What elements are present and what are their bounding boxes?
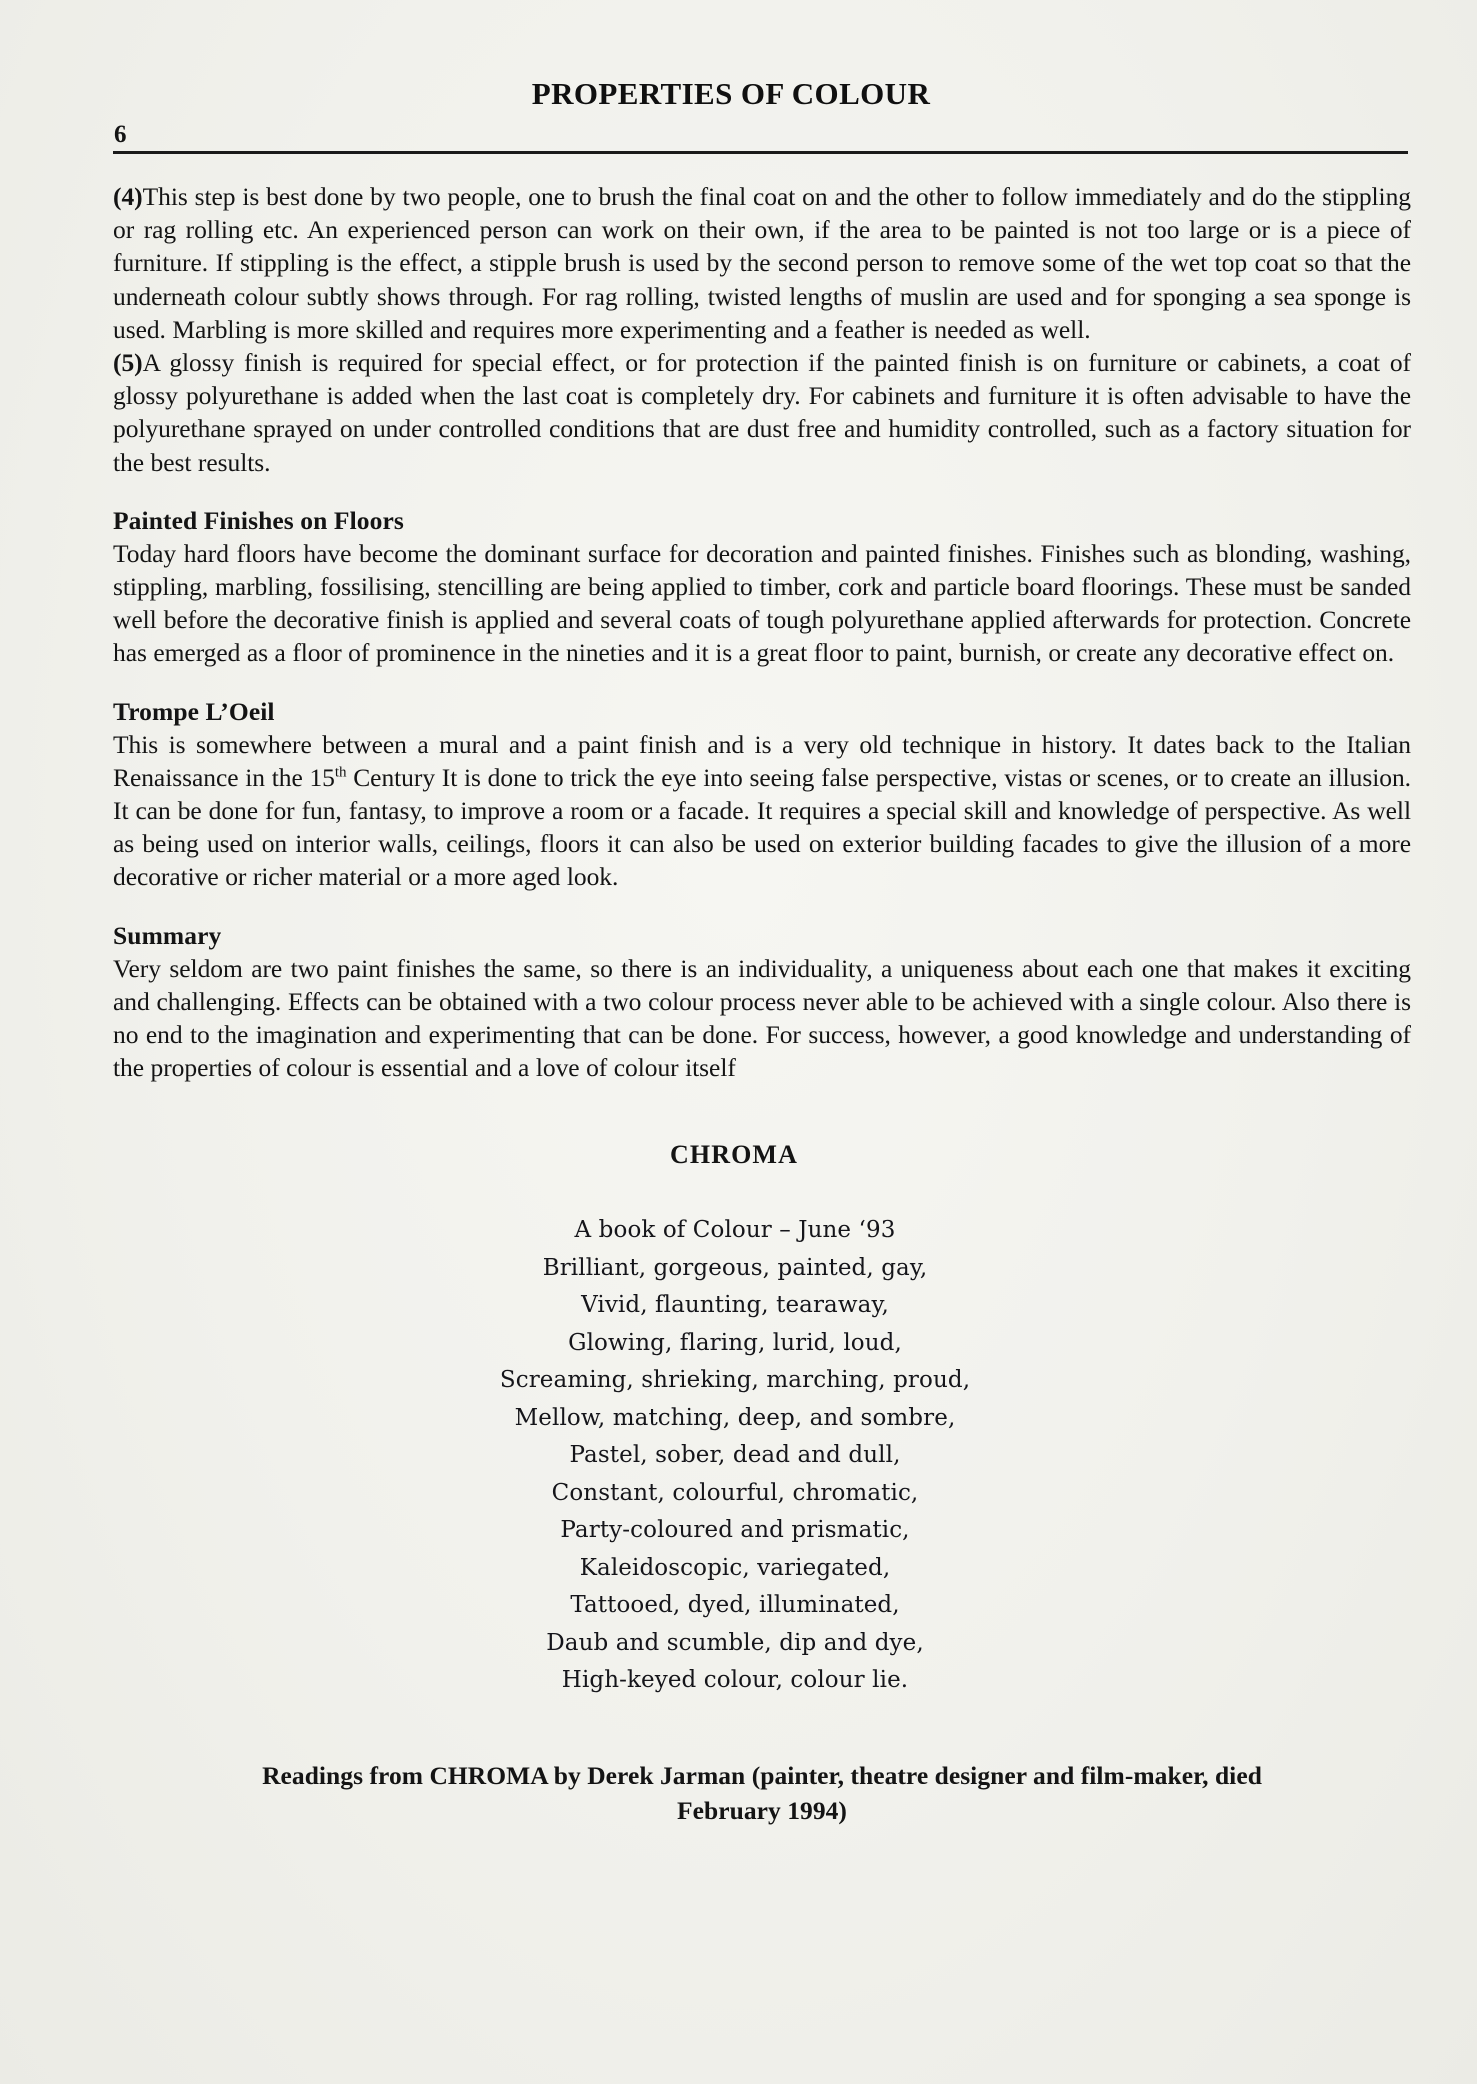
heading-painted-finishes-on-floors: Painted Finishes on Floors [113, 505, 404, 535]
poem-line: Constant, colourful, chromatic, [551, 1479, 919, 1506]
body-block [113, 180, 1411, 1084]
chroma-title: CHROMA [670, 1140, 798, 1170]
poem-line: Daub and scumble, dip and dye, [546, 1629, 924, 1656]
poem-line: Party-coloured and prismatic, [560, 1517, 910, 1544]
heading-summary: Summary [113, 920, 222, 950]
paragraph-5-text: A glossy finish is required for special effect, or for protection if the painted finish is on furniture or cabinets, a coat of glossy polyurethane is added when the last coat is completely dry. For cabinets and furniture it is often advisable to have the polyurethane sprayed on under controlled conditions that are dust free and humidity controlled, such as a factory situation for the best results. [113, 348, 1411, 477]
paragraph-4-text: This step is best done by two people, one to brush the final coat on and the other to follow immediately and do the stippling or rag rolling etc. An experienced person can work on their own, if the area to be painted is not too large or is a piece of furniture. If stippling is the effect, a stipple brush is used by the second person to remove some of the wet top coat so that the underneath colour subtly shows through. For rag rolling, twisted lengths of muslin are used and for sponging a sea sponge is used. Marbling is more skilled and requires more experimenting and a feather is needed as well. [113, 182, 1411, 344]
ordinal-suffix: th [334, 764, 347, 781]
spacer [113, 479, 1411, 505]
page-content [113, 0, 1435, 1828]
trompe-text-before-ordinal: This is somewhere between a mural and a paint finish and is a very old technique in history. It dates back to the Italian Renaissance in the 15 [113, 729, 1411, 792]
paragraph-painted-finishes-on-floors: Today hard floors have become the dominant surface for decoration and painted finishes. Finishes such as blonding, washing, stippling, marbling, fossilising, stencilling are being applied to timber, cork and particle board floorings. These must be sanded well before the decorative finish is applied and several coats of tough polyurethane applied afterwards for protection. Concrete has emerged as a floor of prominence in the nineties and it is a great floor to paint, burnish, or create any decorative effect on. [113, 538, 1411, 668]
chroma-poem [113, 1212, 1435, 1700]
poem-line: Vivid, flaunting, tearaway, [581, 1292, 889, 1319]
paragraph-4-number: (4) [113, 182, 143, 211]
header-rule [113, 151, 1408, 154]
paragraph-trompe-loeil [113, 728, 1411, 894]
heading-trompe-loeil: Trompe L’Oeil [113, 696, 275, 726]
page-number: 6 [114, 121, 127, 148]
poem-line: Tattooed, dyed, illuminated, [570, 1592, 900, 1619]
poem-line: High-keyed colour, colour lie. [561, 1667, 909, 1694]
trompe-text-after-ordinal: Century It is done to trick the eye into seeing false perspective, vistas or scenes, or to create an illusion. It can be done for fun, fantasy, to improve a room or a facade. It requires a special skill and knowledge of perspective. As well as being used on interior walls, ceilings, floors it can also be used on exterior building facades to give the illusion of a more decorative or richer material or a more aged look. [113, 762, 1411, 892]
paragraph-4 [113, 180, 1411, 346]
poem-line: A book of Colour – June ‘93 [574, 1217, 896, 1244]
poem-line: Screaming, shrieking, marching, proud, [499, 1367, 971, 1394]
poem-line: Kaleidoscopic, variegated, [579, 1554, 891, 1581]
poem-line: Mellow, matching, deep, and sombre, [514, 1404, 956, 1431]
chroma-credit [113, 1758, 1435, 1828]
paragraph-5 [113, 346, 1411, 479]
running-head: PROPERTIES OF COLOUR [531, 76, 931, 111]
chroma-credit-line-2: February 1994) [677, 1795, 847, 1825]
spacer [113, 894, 1411, 920]
poem-line: Pastel, sober, dead and dull, [569, 1442, 901, 1469]
paragraph-summary: Very seldom are two paint finishes the same, so there is an individuality, a uniqueness about each one that makes it exciting and challenging. Effects can be obtained with a two colour process never able to be achieved with a single colour. Also there is no end to the imagination and experimenting that can be done. For success, however, a good knowledge and understanding of the properties of colour is essential and a love of colour itself [113, 953, 1411, 1083]
header-row [113, 122, 1435, 154]
poem-line: Brilliant, gorgeous, painted, gay, [542, 1254, 928, 1281]
chroma-credit-line-1: Readings from CHROMA by Derek Jarman (painter, theatre designer and film-maker, died [262, 1760, 1262, 1790]
paragraph-5-number: (5) [113, 348, 143, 378]
spacer [113, 670, 1411, 696]
poem-line: Glowing, flaring, lurid, loud, [568, 1329, 902, 1356]
